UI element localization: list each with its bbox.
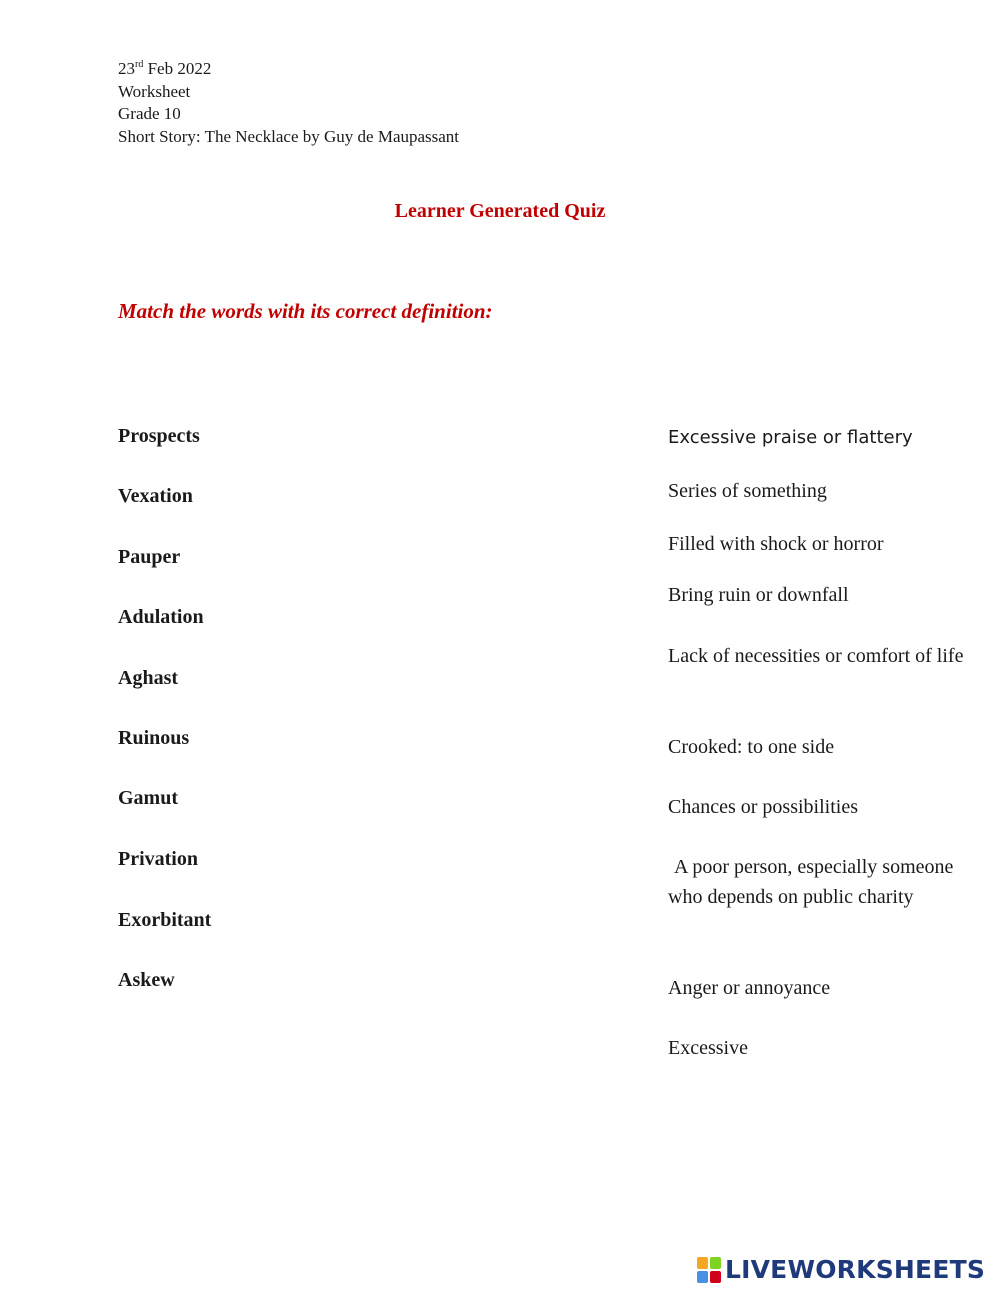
word-item[interactable]: Adulation <box>118 606 204 628</box>
story-title: Short Story: The Necklace by Guy de Maupassant <box>118 126 460 146</box>
definition-item[interactable]: Excessive praise or flattery <box>668 427 913 448</box>
logo-block-orange <box>697 1257 708 1269</box>
definition-item[interactable]: Bring ruin or downfall <box>668 584 849 606</box>
definition-item[interactable]: Filled with shock or horror <box>668 533 884 555</box>
definition-item[interactable]: Series of something <box>668 480 827 502</box>
word-item[interactable]: Exorbitant <box>118 909 212 931</box>
grade-level: Grade 10 <box>118 104 181 123</box>
word-item[interactable]: Pauper <box>118 546 181 568</box>
word-item[interactable]: Ruinous <box>118 727 190 749</box>
liveworksheets-logo-text: LIVEWORKSHEETS <box>725 1255 986 1284</box>
liveworksheets-logo <box>697 1255 985 1284</box>
date-suffix: rd <box>135 59 144 70</box>
logo-block-red <box>710 1271 721 1283</box>
word-item[interactable]: Aghast <box>118 667 179 689</box>
definition-item[interactable]: Anger or annoyance <box>668 977 831 999</box>
quiz-title: Learner Generated Quiz <box>394 200 606 222</box>
instruction-text: Match the words with its correct definition: <box>118 299 493 323</box>
word-item[interactable]: Gamut <box>118 787 178 809</box>
word-item[interactable]: Prospects <box>118 425 200 447</box>
word-item[interactable]: Vexation <box>118 485 193 507</box>
logo-block-blue <box>697 1271 708 1283</box>
word-item[interactable]: Askew <box>118 969 175 991</box>
worksheet-header <box>118 58 459 148</box>
definition-item[interactable]: A poor person, especially someone who depends on public charity <box>668 856 954 908</box>
logo-block-green <box>710 1257 721 1269</box>
word-item[interactable]: Privation <box>118 848 198 870</box>
date-month-year: Feb 2022 <box>143 59 212 78</box>
definition-item[interactable]: Chances or possibilities <box>668 796 858 818</box>
definition-item[interactable]: Excessive <box>668 1037 748 1059</box>
date-day: 23 <box>118 59 135 78</box>
document-type: Worksheet <box>118 81 191 101</box>
date-line <box>118 58 459 81</box>
definition-item[interactable]: Lack of necessities or comfort of life <box>668 645 964 667</box>
liveworksheets-logo-icon <box>697 1257 721 1283</box>
definition-item[interactable]: Crooked: to one side <box>668 736 835 758</box>
